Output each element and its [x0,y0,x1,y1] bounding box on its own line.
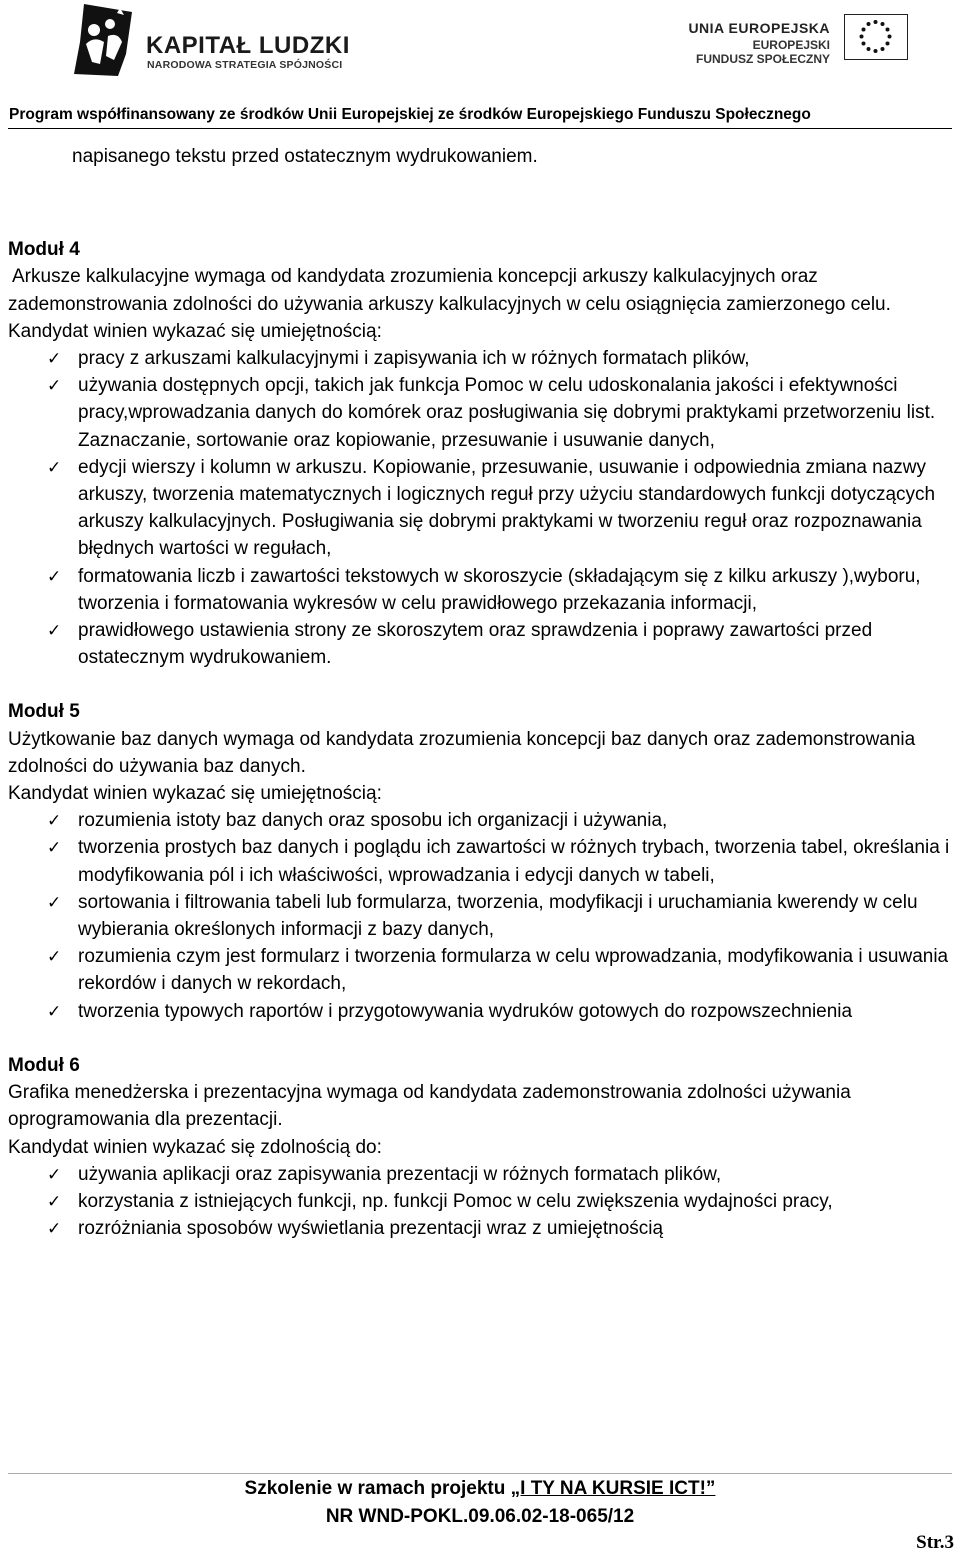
module-6-description: Grafika menedżerska i prezentacyjna wymaga od kandydata zademonstrowania zdolności używania oprogramowania dla prezentacji. [8,1082,851,1131]
module-4-lead: Kandydat winien wykazać się umiejętnością: [8,320,382,342]
list-item: ✓ pracy z arkuszami kalkulacyjnymi i zapisywania ich w różnych formatach plików, [8,345,952,372]
list-item: ✓ używania dostępnych opcji, takich jak funkcja Pomoc w celu udoskonalania jakości i efektywności pracy,wprowadzania danych do komórek oraz posługiwania się dobrymi praktykami przetworzeniu list. Zaznaczanie, sortowanie oraz kopiowanie, przesuwanie i usuwanie danych, [8,372,952,454]
check-icon: ✓ [47,457,62,477]
intro-line: napisanego tekstu przed ostatecznym wydrukowaniem. [72,146,538,167]
document-body [8,143,952,1242]
page-number: Str.3 [916,1532,954,1553]
module-5-section [8,698,952,1024]
module-6-list [8,1161,952,1243]
eu-title: UNIA EUROPEJSKA [688,20,830,36]
document-header [0,0,960,123]
logo-title: KAPITAŁ LUDZKI [146,32,350,59]
check-icon: ✓ [47,1191,62,1211]
module-4-description [8,263,952,345]
footer-project-name: „I TY NA KURSIE ICT!” [510,1478,716,1499]
list-item: ✓ korzystania z istniejących funkcji, np. funkcji Pomoc w celu zwiększenia wydajności pracy, [8,1188,952,1215]
check-icon: ✓ [47,1219,62,1239]
module-6-section [8,1052,952,1242]
list-item: ✓ tworzenia typowych raportów i przygotowywania wydruków gotowych do rozpowszechnienia [8,998,952,1025]
list-item: ✓ używania aplikacji oraz zapisywania prezentacji w różnych formatach plików, [8,1161,952,1188]
footer-project-line [0,1478,960,1500]
check-icon: ✓ [47,1001,62,1021]
module-6-title: Moduł 6 [8,1054,80,1076]
module-5-description: Użytkowanie baz danych wymaga od kandydata zrozumienia koncepcji baz danych oraz zademonstrowania zdolności do używania baz danych. [8,728,916,777]
list-item: ✓ rozumienia czym jest formularz i tworzenia formularza w celu wprowadzania, modyfikowania i usuwania rekordów i danych w rekordach, [8,943,952,997]
program-line: Program współfinansowany ze środków Unii Europejskiej ze środków Europejskiego Funduszu Społecznego [9,106,811,123]
eu-logo [668,14,908,74]
list-item: ✓ rozróżniania sposobów wyświetlania prezentacji wraz z umiejętnością [8,1215,952,1242]
module-6-lead: Kandydat winien wykazać się zdolnością do: [8,1136,382,1158]
footer-divider [8,1473,952,1474]
list-item: ✓ sortowania i filtrowania tabeli lub formularza, tworzenia, modyfikacji i uruchamiania kwerendy w celu wybierania określonych informacji z bazy danych, [8,889,952,943]
module-4-list [8,345,952,671]
logo-subtitle: NARODOWA STRATEGIA SPÓJNOŚCI [147,59,343,71]
check-icon: ✓ [47,349,62,369]
kapital-ludzki-emblem-icon [70,2,140,78]
eu-line-3: FUNDUSZ SPOŁECZNY [695,52,830,66]
footer-project-number: NR WND-POKL.09.06.02-18-065/12 [325,1506,635,1527]
check-icon: ✓ [47,811,62,831]
check-icon: ✓ [47,621,62,641]
eu-flag-icon [844,14,908,60]
list-item: ✓ tworzenia prostych baz danych i poglądu ich zawartości w różnych trybach, tworzenia tabel, określania i modyfikowania pól i ich właściwości, wprowadzania i edycji danych w tabeli, [8,834,952,888]
check-icon: ✓ [47,376,62,396]
module-4-title: Moduł 4 [8,239,80,261]
check-icon: ✓ [47,892,62,912]
module-4-section [8,236,952,671]
list-item: ✓ formatowania liczb i zawartości tekstowych w skoroszycie (składającym się z kilku arkuszy ),wyboru, tworzenia i formatowania wykresów w celu prawidłowego przekazania informacji, [8,563,952,617]
footer-prefix: Szkolenie w ramach projektu [244,1478,511,1499]
module-5-title: Moduł 5 [8,701,80,723]
module-4-description-text: Arkusze kalkulacyjne wymaga od kandydata zrozumienia koncepcji arkuszy kalkulacyjnych oraz zademonstrowania zdolności do używania arkuszy kalkulacyjnych w celu osiągnięcia zamierzonego celu. [8,266,891,315]
module-5-lead: Kandydat winien wykazać się umiejętnością: [8,783,382,805]
header-divider [8,128,952,129]
kapital-ludzki-logo [70,2,350,78]
list-item: ✓ prawidłowego ustawienia strony ze skoroszytem oraz sprawdzenia i poprawy zawartości przed ostatecznym wydrukowaniem. [8,617,952,671]
check-icon: ✓ [47,566,62,586]
check-icon: ✓ [47,1164,62,1184]
check-icon: ✓ [47,838,62,858]
list-item: ✓ edycji wierszy i kolumn w arkuszu. Kopiowanie, przesuwanie, usuwanie i odpowiednia zmiana nazwy arkuszy, tworzenia matematycznych i logicznych reguł przy użyciu standardowych funkcji dotyczących arkuszy kalkulacyjnych. Posługiwania się dobrymi praktykami w tworzeniu reguł oraz rozpoznawania błędnych wartości w regułach, [8,454,952,563]
check-icon: ✓ [47,947,62,967]
list-item: ✓ rozumienia istoty baz danych oraz sposobu ich organizacji i używania, [8,807,952,834]
module-5-list [8,807,952,1025]
eu-line-2: EUROPEJSKI [752,38,830,52]
